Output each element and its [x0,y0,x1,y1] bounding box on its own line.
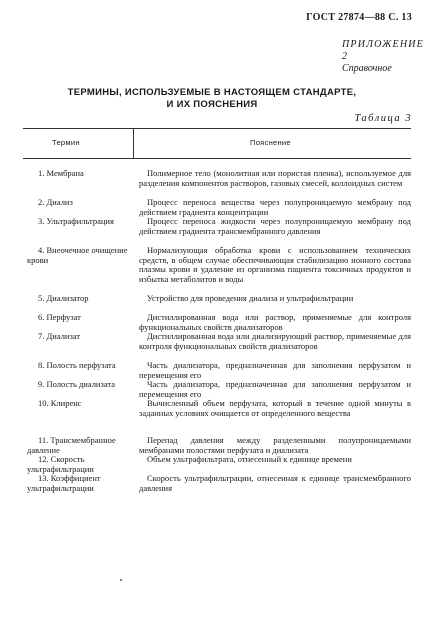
term-11: 11. Трансмембранное давление [27,435,116,455]
term-7: 7. Диализат [38,331,81,341]
explanation-12: Объем ультрафильтрата, отнесенный к единице времени [147,454,352,464]
column-header-term: Термин [52,138,80,147]
term-6: 6. Перфузат [38,312,81,322]
explanation-11: Перепад давления между разделенными полупроницаемыми мембранами полостями перфузата и диализата [139,435,411,455]
explanation-8: Часть диализатора, предназначенная для заполнения перфузатом и перемещения его [139,360,411,380]
appendix-label [342,39,424,75]
explanation-6: Дистиллированная вода или раствор, применяемые для контроля функциональных свойств диализаторов [139,312,411,332]
explanation-7: Дистиллированная вода или диализирующий раствор, применяемые для контроля функциональных свойств диализаторов [139,331,411,351]
table-column-divider [133,128,134,158]
table-top-rule [23,128,411,129]
title-line-1: ТЕРМИНЫ, ИСПОЛЬЗУЕМЫЕ В НАСТОЯЩЕМ СТАНДАРТЕ, [67,87,357,98]
appendix-subtitle: Справочное [342,63,392,74]
explanation-2: Процесс переноса вещества через полупроницаемую мембрану под действием градиента концентрации [139,197,411,217]
term-9: 9. Полость диализата [38,379,115,389]
term-1: 1. Мембрана [38,168,84,178]
page-header: ГОСТ 27874—88 С. 13 [306,12,412,23]
term-3: 3. Ультрафильтрация [38,216,114,226]
term-2: 2. Диализ [38,197,73,207]
term-4: 4. Внеочечное очищение крови [27,245,128,265]
explanation-4: Нормализующая обработка крови с использованием технических средств, в общем случае обеспечивающая стабилизацию ионного состава плазмы крови и удаление из организма пациента токсичных продуктов и избытка метаболитов и воды [139,245,411,284]
title-line-2: И ИХ ПОЯСНЕНИЯ [166,99,258,110]
term-8: 8. Полость перфузата [38,360,116,370]
document-title [30,87,394,111]
explanation-13: Скорость ультрафильтрации, отнесенная к единице трансмембранного давления [139,473,411,493]
table-label: Таблица 3 [354,113,412,124]
term-5: 5. Диализатор [38,293,89,303]
term-10: 10. Клиренс [38,398,82,408]
explanation-9: Часть диализатора, предназначенная для заполнения перфузатом и перемещения его [139,379,411,399]
explanation-3: Процесс переноса жидкости через полупроницаемую мембрану под действием градиента трансмембранного давления [139,216,411,236]
explanation-10: Вычисленный объем перфузата, который в течение одной минуты в заданных условиях очищается от определенного вещества [139,398,411,418]
term-12: 12. Скорость ультрафильтрации [27,454,94,474]
column-header-explanation: Пояснение [250,138,291,147]
explanation-5: Устройство для проведения диализа и ультрафильтрации [147,293,354,303]
table-header-rule [23,158,411,159]
page-speck [120,579,122,581]
term-13: 13. Коэффициент ультрафильтрации [27,473,101,493]
explanation-1: Полимерное тело (монолитная или пористая пленка), используемое для разделения компонентов растворов, газовых смесей, коллоидных систем [139,168,411,188]
appendix-title: ПРИЛОЖЕНИЕ 2 [342,39,424,62]
